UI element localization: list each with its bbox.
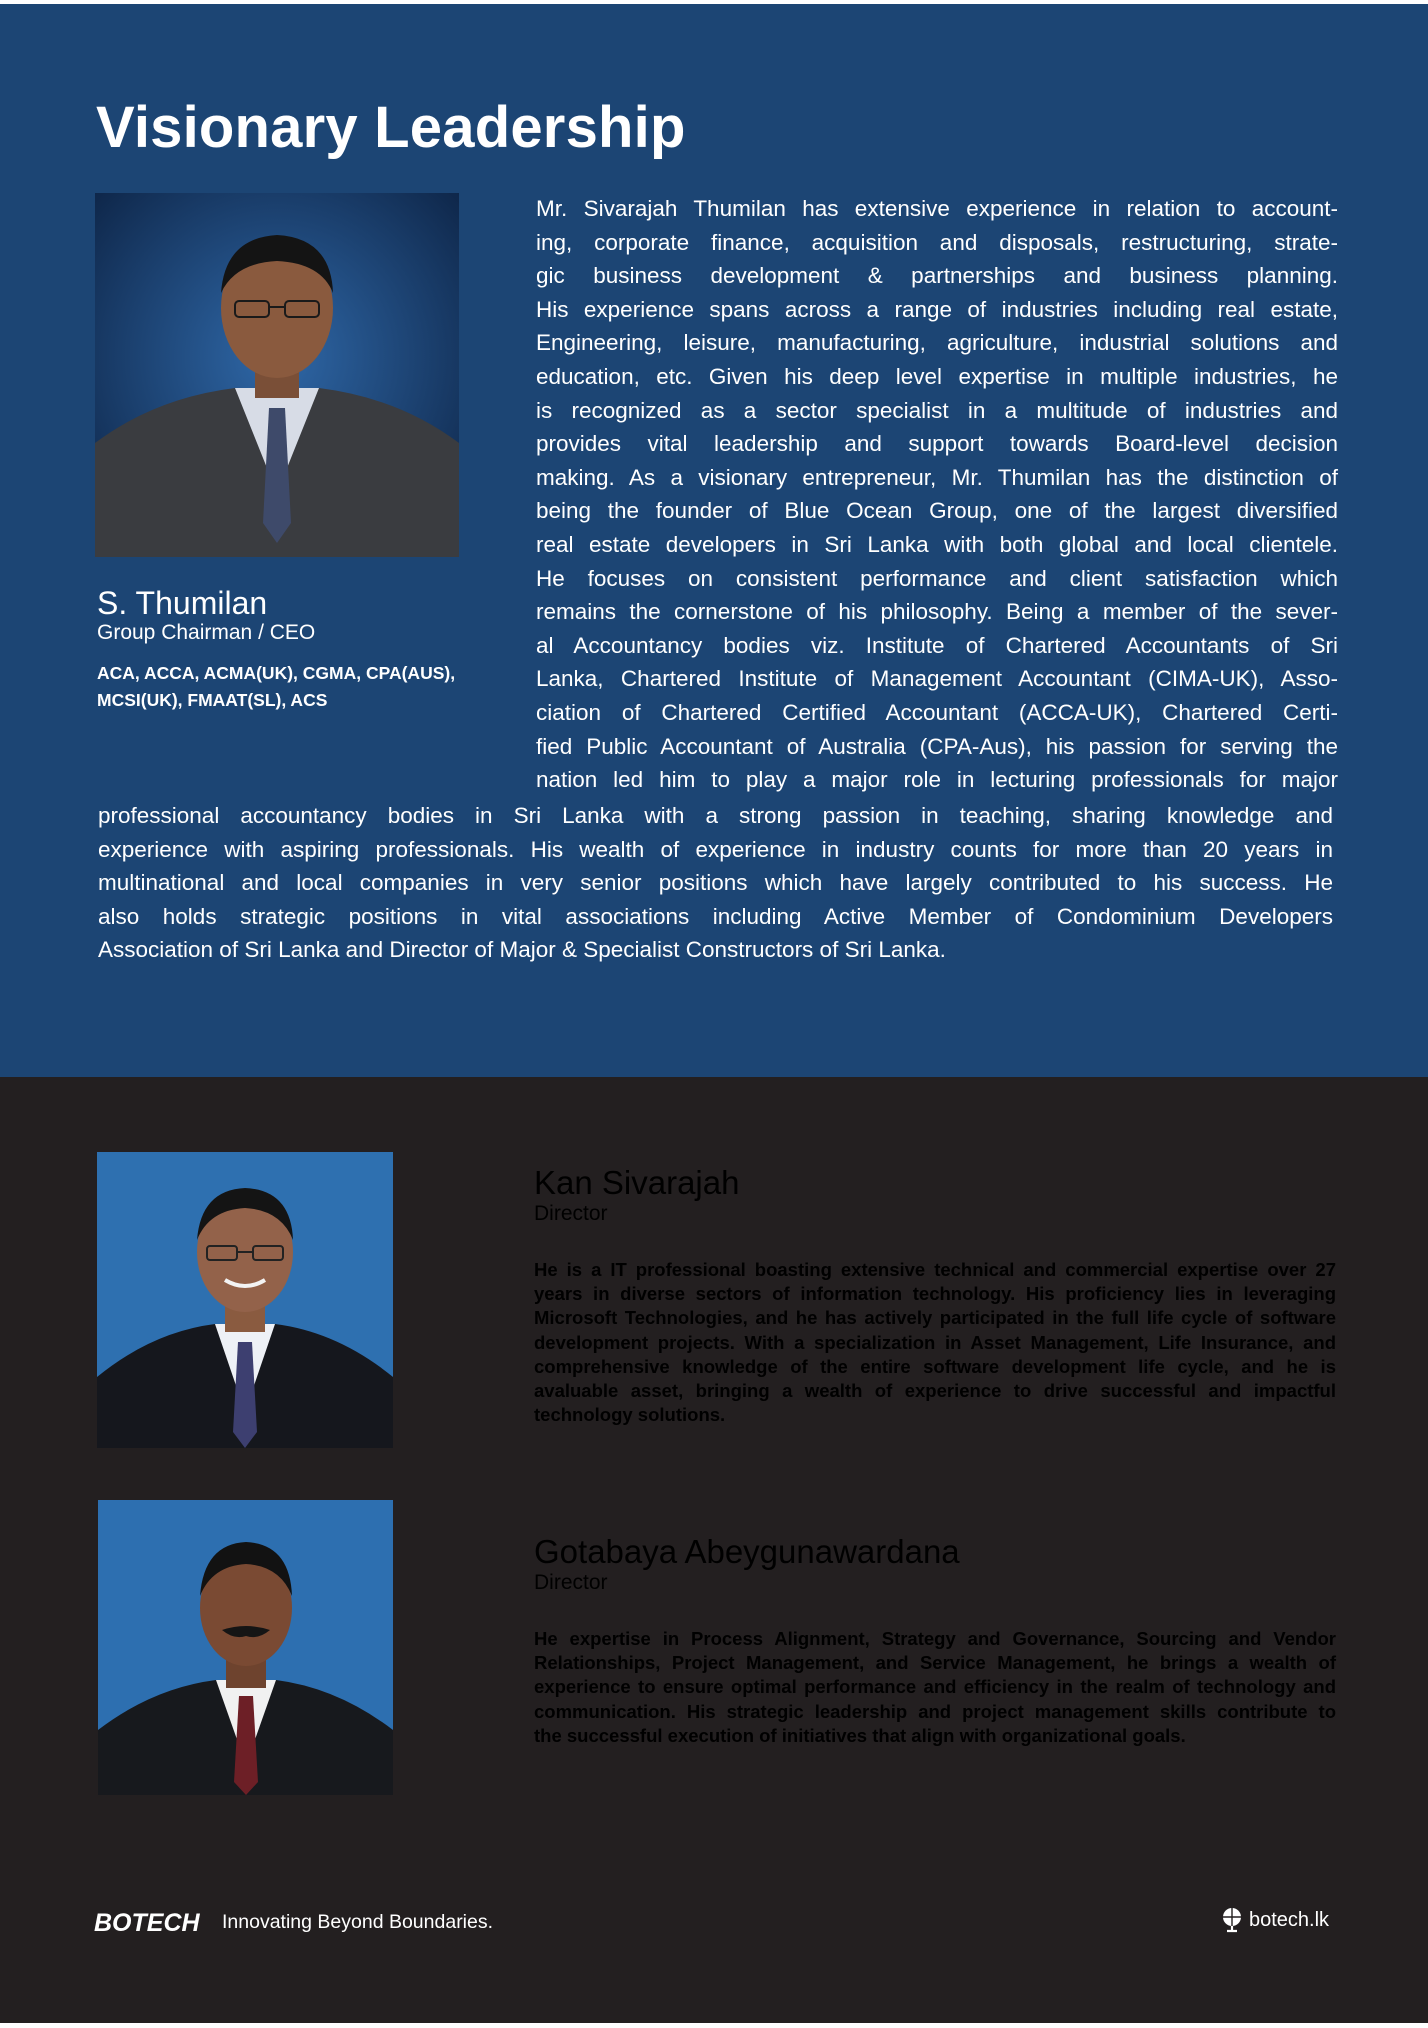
chairman-photo [95, 193, 459, 557]
bio-line: communication. His strategic leadership and project management skills contribute to [534, 1700, 1336, 1722]
director-photo-gotabaya [98, 1500, 393, 1795]
bio-line: Mr. Sivarajah Thumilan has extensive experience in relation to account- [536, 196, 1338, 221]
footer-tagline: Innovating Beyond Boundaries. [222, 1911, 494, 1933]
page-title: Visionary Leadership [96, 95, 686, 160]
director-photo-kan [97, 1152, 393, 1448]
bio-line: real estate developers in Sri Lanka with both global and local clientele. [536, 531, 1338, 557]
director-bio-kan [534, 1258, 1336, 1427]
chairman-name: S. Thumilan [97, 585, 268, 621]
website-link[interactable]: botech.lk [1249, 1909, 1330, 1931]
bio-line: the successful execution of initiatives that align with organizational goals. [534, 1724, 1186, 1746]
bio-line: remains the cornerstone of his philosophy. Being a member of the sever- [536, 599, 1338, 625]
director-name-kan: Kan Sivarajah [534, 1164, 740, 1201]
logo-text: BOTECH [94, 1909, 200, 1936]
bio-line: making. As a visionary entrepreneur, Mr. Thumilan has the distinction of [536, 464, 1338, 490]
bio-line: is recognized as a sector specialist in a multitude of industries and [536, 397, 1338, 423]
bio-line: education, etc. Given his deep level expertise in multiple industries, he [536, 363, 1338, 389]
bio-line: ciation of Chartered Certified Accountant (ACCA-UK), Chartered Certi- [536, 699, 1338, 725]
bio-line: al Accountancy bodies viz. Institute of Chartered Accountants of Sri [536, 632, 1338, 658]
globe-icon [1222, 1907, 1242, 1933]
chairman-role: Group Chairman / CEO [97, 621, 316, 644]
bio-line: multinational and local companies in very senior positions which have largely contributed to his success. He [98, 870, 1333, 896]
bio-line: Microsoft Technologies, and he has actively participated in the full life cycle of software [534, 1307, 1336, 1329]
chairman-section [0, 4, 1428, 1077]
chairman-bio-full-width [98, 799, 1333, 967]
bio-line: professional accountancy bodies in Sri Lanka with a strong passion in teaching, sharing knowledge and [98, 803, 1333, 828]
bio-line: His experience spans across a range of industries including real estate, [536, 296, 1338, 322]
director-role-gotabaya: Director [534, 1571, 608, 1594]
bio-line: comprehensive knowledge of the entire software development life cycle, and he is [534, 1355, 1336, 1377]
chairman-qualifications [97, 660, 497, 714]
bio-line: He expertise in Process Alignment, Strategy and Governance, Sourcing and Vendor [534, 1628, 1336, 1649]
bio-line: gic business development & partnerships and business planning. [536, 263, 1338, 289]
bio-line: development projects. With a specialization in Asset Management, Life Insurance, and [534, 1331, 1336, 1353]
bio-line: Lanka, Chartered Institute of Management Accountant (CIMA-UK), Asso- [536, 666, 1338, 692]
bio-line: He focuses on consistent performance and client satisfaction which [536, 565, 1338, 591]
bio-line: Relationships, Project Management, and Service Management, he brings a wealth of [534, 1652, 1336, 1674]
bio-line: He is a IT professional boasting extensive technical and commercial expertise over 27 [534, 1259, 1336, 1280]
qualifications-line: ACA, ACCA, ACMA(UK), CGMA, CPA(AUS), [97, 663, 456, 683]
bio-line: provides vital leadership and support towards Board-level decision [536, 431, 1338, 457]
qualifications-line: MCSI(UK), FMAAT(SL), ACS [97, 690, 328, 710]
botech-logo [94, 1908, 206, 1936]
bio-line: ing, corporate finance, acquisition and disposals, restructuring, strate- [536, 229, 1338, 255]
bio-line: nation led him to play a major role in lecturing professionals for major [536, 767, 1338, 793]
bio-line: Association of Sri Lanka and Director of Major & Specialist Constructors of Sri Lanka. [98, 937, 946, 963]
director-name-gotabaya: Gotabaya Abeygunawardana [534, 1533, 960, 1570]
bio-line: fied Public Accountant of Australia (CPA-Aus), his passion for serving the [536, 733, 1338, 759]
bio-line: avaluable asset, bringing a wealth of experience to drive successful and impactful [534, 1380, 1336, 1402]
bio-line: Engineering, leisure, manufacturing, agriculture, industrial solutions and [536, 330, 1338, 356]
bio-line: experience to ensure optimal performance and efficiency in the realm of technology and [534, 1676, 1336, 1698]
bio-line: experience with aspiring professionals. His wealth of experience in industry counts for more than 20 years in [98, 836, 1333, 862]
bio-line: being the founder of Blue Ocean Group, one of the largest diversified [536, 498, 1338, 524]
director-role-kan: Director [534, 1202, 608, 1225]
director-bio-gotabaya [534, 1627, 1336, 1748]
chairman-bio-column [536, 192, 1338, 797]
bio-line: technology solutions. [534, 1404, 726, 1426]
bio-line: years in diverse sectors of information technology. His proficiency lies in leveraging [534, 1283, 1336, 1305]
bio-line: also holds strategic positions in vital associations including Active Member of Condominium Developers [98, 903, 1333, 929]
